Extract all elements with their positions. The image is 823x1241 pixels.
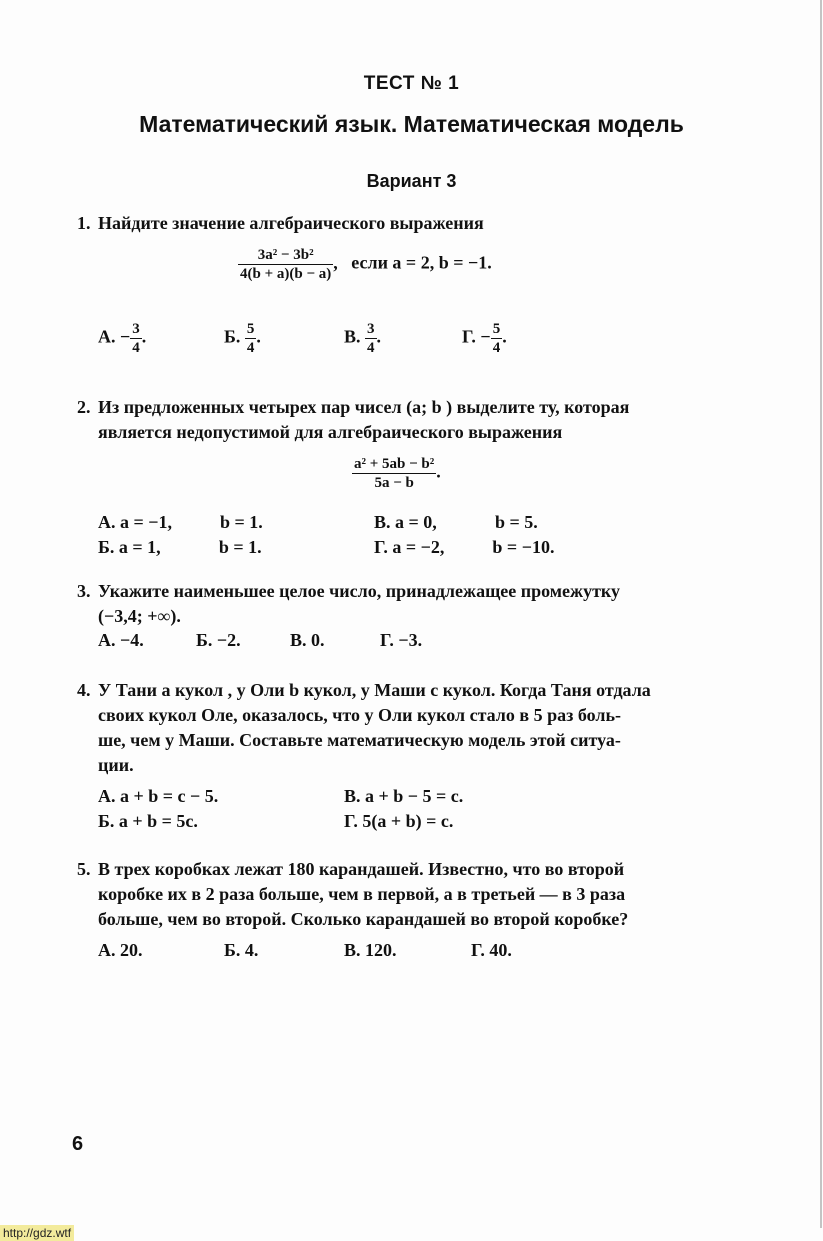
question-number: 2. <box>77 397 91 417</box>
q5-option-b[interactable]: Б. 4. <box>224 940 259 960</box>
q2-period: . <box>436 461 441 482</box>
question-text-line-4: ции. <box>98 755 134 775</box>
q1-condition: если a = 2, b = −1. <box>351 252 492 273</box>
question-text-line-2: коробке их в 2 раза больше, чем в первой, а в третьей — в 3 раза <box>98 884 626 904</box>
page-number: 6 <box>72 1133 84 1155</box>
q2-expression <box>352 455 441 492</box>
question-3 <box>77 579 767 629</box>
question-text-line-3: больше, чем во второй. Сколько карандашей во второй коробке? <box>98 909 629 929</box>
q1-comma: , <box>333 252 338 273</box>
q3-option-d[interactable]: Г. −3. <box>380 630 423 650</box>
q2-option-d[interactable]: Г. a = −2, b = −10. <box>374 537 555 557</box>
question-number: 4. <box>77 680 91 700</box>
q3-option-c[interactable]: В. 0. <box>290 630 325 650</box>
question-text-line-3: ше, чем у Маши. Составьте математическую модель этой ситуа- <box>98 730 621 750</box>
question-1 <box>77 211 767 236</box>
q5-options <box>98 938 512 963</box>
q1-option-b[interactable]: Б. $\frac{5}{4}$ . <box>224 321 261 356</box>
question-text-line-1: Укажите наименьшее целое число, принадлежащее промежутку <box>98 581 621 601</box>
main-title: Математический язык. Математическая модель <box>139 111 684 137</box>
q1-fraction <box>238 246 333 283</box>
q1-option-c[interactable]: В. $\frac{3}{4}$ . <box>344 321 382 356</box>
q1-option-a[interactable]: А. − $\frac{3}{4}$ . <box>98 321 147 356</box>
question-5 <box>77 857 767 932</box>
q3-option-b[interactable]: Б. −2. <box>196 630 241 650</box>
question-text-line-2: своих кукол Оле, оказалось, что у Оли кукол стало в 5 раз боль- <box>98 705 622 725</box>
q3-options <box>98 628 422 653</box>
q2-denominator: 5a − b <box>374 475 414 491</box>
question-text-line-1: У Тани a кукол , у Оли b кукол, у Маши c кукол. Когда Таня отдала <box>98 680 651 700</box>
question-number: 5. <box>77 859 91 879</box>
watermark-link[interactable]: http://gdz.wtf <box>0 1225 74 1241</box>
variant-label: Вариант 3 <box>366 171 457 191</box>
question-text-line-1: В трех коробках лежат 180 карандашей. Известно, что во второй <box>98 859 625 879</box>
q4-option-a[interactable]: А. a + b = c − 5. <box>98 786 219 806</box>
question-number: 1. <box>77 213 91 233</box>
q4-option-d[interactable]: Г. 5(a + b) = c. <box>344 811 454 831</box>
q2-numerator: a² + 5ab − b² <box>354 456 435 472</box>
question-4 <box>77 678 767 778</box>
q5-option-c[interactable]: В. 120. <box>344 940 397 960</box>
q2-option-b[interactable]: Б. a = 1, b = 1. <box>98 537 262 557</box>
question-text-line-1: Из предложенных четырех пар чисел (a; b ) выделите ту, которая <box>98 397 630 417</box>
q5-option-d[interactable]: Г. 40. <box>471 940 512 960</box>
q4-option-c[interactable]: В. a + b − 5 = c. <box>344 786 464 806</box>
q2-fraction <box>352 455 436 492</box>
q1-options <box>98 320 507 357</box>
q1-option-d[interactable]: Г. − $\frac{5}{4}$ . <box>462 321 507 356</box>
q1-denominator: 4(b + a)(b − a) <box>240 266 332 282</box>
q4-options-row-2 <box>98 809 453 834</box>
question-2 <box>77 395 767 445</box>
q5-option-a[interactable]: А. 20. <box>98 940 143 960</box>
q1-numerator: 3a² − 3b² <box>238 246 333 265</box>
question-text-line-2: (−3,4; +∞). <box>98 606 181 626</box>
question-text-line-2: является недопустимой для алгебраического выражения <box>98 422 563 442</box>
q4-options-row-1 <box>98 784 463 809</box>
q1-expression <box>238 246 492 283</box>
q3-option-a[interactable]: А. −4. <box>98 630 144 650</box>
q2-option-c[interactable]: В. a = 0, b = 5. <box>374 512 538 532</box>
q4-option-b[interactable]: Б. a + b = 5c. <box>98 811 198 831</box>
test-title: ТЕСТ № 1 <box>363 73 460 94</box>
question-text: Найдите значение алгебраического выражения <box>98 213 484 233</box>
q2-options-row-2 <box>98 535 554 560</box>
question-number: 3. <box>77 581 91 601</box>
q2-options-row-1 <box>98 510 538 535</box>
q2-option-a[interactable]: А. a = −1, b = 1. <box>98 512 263 532</box>
